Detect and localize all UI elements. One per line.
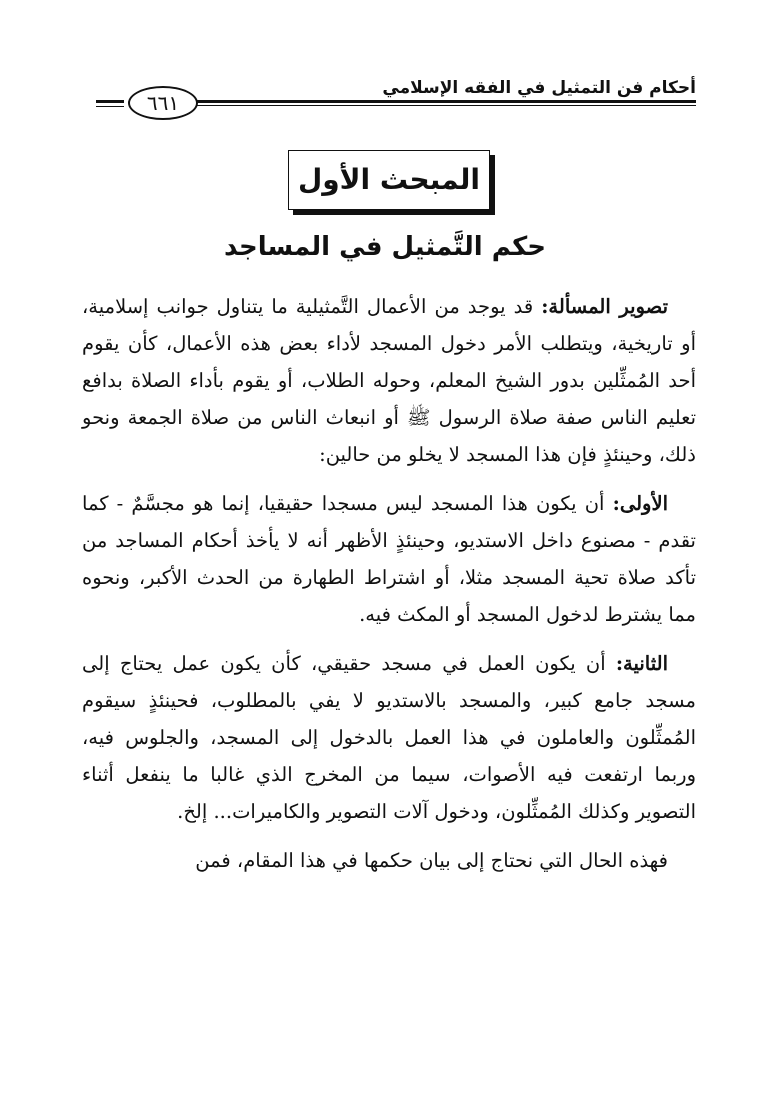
body-text — [82, 288, 696, 879]
paragraph-lead: الأولى: — [612, 492, 668, 515]
paragraph — [82, 645, 696, 830]
page-number-ornament — [96, 86, 196, 120]
paragraph-lead: الثانية: — [615, 652, 668, 675]
paragraph — [82, 485, 696, 633]
section-title: المبحث الأول — [288, 150, 490, 210]
paragraph-lead: تصوير المسألة: — [541, 295, 668, 318]
page-number-rule — [96, 100, 124, 103]
running-title: أحكام فن التمثيل في الفقه الإسلامي — [382, 78, 696, 98]
page-number-rule-thin — [96, 106, 124, 107]
paragraph-text: أن يكون هذا المسجد ليس مسجدا حقيقيا، إنما هو مجسَّمٌ - كما تقدم - مصنوع داخل الاستديو، وحينئذٍ الأظهر أنه لا يأخذ أحكام المساجد من تأكد صلاة تحية المسجد مثلا، أو اشتراط الطهارة من الحدث الأكبر، ونحوه مما يشترط لدخول المسجد أو المكث فيه. — [82, 492, 696, 626]
paragraph-text: قد يوجد من الأعمال التَّمثيلية ما يتناول جوانب إسلامية، أو تاريخية، ويتطلب الأمر دخول المسجد لأداء بعض هذه الأعمال، كأن يقوم أحد المُمثِّلين بدور الشيخ المعلم، وحوله الطلاب، أو يقوم بأداء الصلاة بدافع تعليم الناس صفة صلاة الرسول ﷺ أو انبعاث الناس من صلاة الجمعة ونحو ذلك، وحينئذٍ فإن هذا المسجد لا يخلو من حالين: — [82, 295, 696, 466]
paragraph-text: أن يكون العمل في مسجد حقيقي، كأن يكون عمل يحتاج إلى مسجد جامع كبير، والمسجد بالاستديو لا يفي بالمطلوب، فحينئذٍ سيقوم المُمثِّلون والعاملون في هذا العمل بالدخول إلى المسجد، والجلوس فيه، وربما ارتفعت فيه الأصوات، سيما من المخرج الذي غالبا ما ينفعل أثناء التصوير وكذلك المُمثِّلون، ودخول آلات التصوير والكاميرات... إلخ. — [82, 652, 696, 823]
header-rule — [196, 100, 696, 103]
page-number: ٦٦١ — [128, 86, 198, 120]
paragraph-text: فهذه الحال التي نحتاج إلى بيان حكمها في هذا المقام، فمن — [195, 849, 668, 872]
running-header — [96, 74, 696, 124]
paragraph — [82, 842, 696, 879]
section-subtitle: حكم التَّمثيل في المساجد — [224, 232, 546, 262]
header-rule-thin — [196, 105, 696, 106]
paragraph — [82, 288, 696, 473]
